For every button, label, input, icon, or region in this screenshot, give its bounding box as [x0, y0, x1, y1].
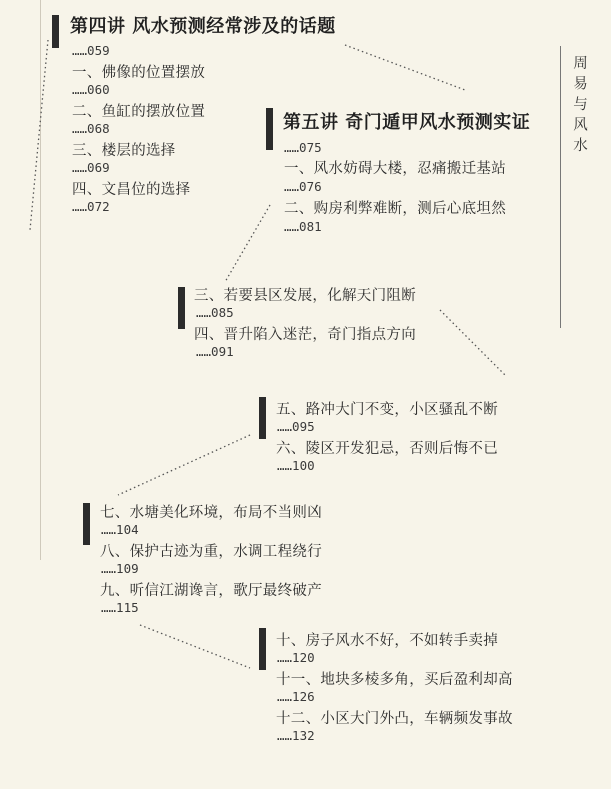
toc-entry[interactable]: 一、风水妨碍大楼，忍痛搬迁基站 [284, 161, 506, 177]
toc-entry-page: ……109 [101, 561, 139, 576]
book-side-title: 周易与风水 [571, 55, 587, 158]
section-marker-bar [178, 287, 185, 329]
toc-entry[interactable]: 十、房子风水不好，不如转手卖掉 [276, 633, 498, 649]
toc-entry[interactable]: 十二、小区大门外凸，车辆频发事故 [276, 711, 513, 727]
connector-line [140, 625, 250, 668]
section-marker-bar [266, 108, 273, 150]
toc-entry-page: ……081 [284, 219, 322, 234]
toc-entry[interactable]: 九、听信江湖谗言，歌厅最终破产 [100, 583, 322, 599]
toc-entry[interactable]: 二、购房利弊难断，测后心底坦然 [284, 201, 506, 217]
connector-line [345, 45, 465, 90]
section-marker-bar [259, 628, 266, 670]
toc-entry-page: ……076 [284, 179, 322, 194]
toc-entry[interactable]: 六、陵区开发犯忌，否则后悔不已 [276, 441, 498, 457]
chapter-4-title: 第四讲 风水预测经常涉及的话题 [70, 16, 336, 37]
toc-entry-page: ……060 [72, 82, 110, 97]
toc-entry[interactable]: 四、晋升陷入迷茫，奇门指点方向 [194, 327, 416, 343]
toc-entry-page: ……072 [72, 199, 110, 214]
toc-entry[interactable]: 二、鱼缸的摆放位置 [72, 104, 206, 120]
connector-line [440, 310, 505, 375]
chapter-5-page: ……075 [284, 140, 322, 155]
toc-entry-page: ……115 [101, 600, 139, 615]
side-title-rule [560, 46, 561, 328]
toc-entry-page: ……069 [72, 160, 110, 175]
connector-line [118, 435, 250, 495]
chapter-5-title: 第五讲 奇门遁甲风水预测实证 [283, 112, 531, 133]
toc-entry-page: ……104 [101, 522, 139, 537]
toc-entry[interactable]: 三、楼层的选择 [72, 143, 176, 159]
toc-entry[interactable]: 八、保护古迹为重，水调工程绕行 [100, 544, 322, 560]
toc-entry-page: ……085 [196, 305, 234, 320]
toc-entry-page: ……126 [277, 689, 315, 704]
toc-entry[interactable]: 十一、地块多棱多角，买后盈利却高 [276, 672, 513, 688]
toc-entry[interactable]: 五、路冲大门不变，小区骚乱不断 [276, 402, 498, 418]
section-marker-bar [52, 15, 59, 48]
connector-line [225, 205, 270, 282]
toc-entry[interactable]: 三、若要县区发展，化解天门阻断 [194, 288, 416, 304]
chapter-4-page: ……059 [72, 43, 110, 58]
toc-entry-page: ……095 [277, 419, 315, 434]
section-marker-bar [83, 503, 90, 545]
toc-entry-page: ……068 [72, 121, 110, 136]
toc-entry-page: ……100 [277, 458, 315, 473]
toc-entry[interactable]: 七、水塘美化环境，布局不当则凶 [100, 505, 322, 521]
toc-entry-page: ……132 [277, 728, 315, 743]
section-marker-bar [259, 397, 266, 439]
toc-entry-page: ……120 [277, 650, 315, 665]
toc-entry[interactable]: 四、文昌位的选择 [72, 182, 191, 198]
connector-line [30, 40, 48, 230]
toc-entry-page: ……091 [196, 344, 234, 359]
left-margin-rule [40, 0, 41, 560]
toc-entry[interactable]: 一、佛像的位置摆放 [72, 65, 206, 81]
